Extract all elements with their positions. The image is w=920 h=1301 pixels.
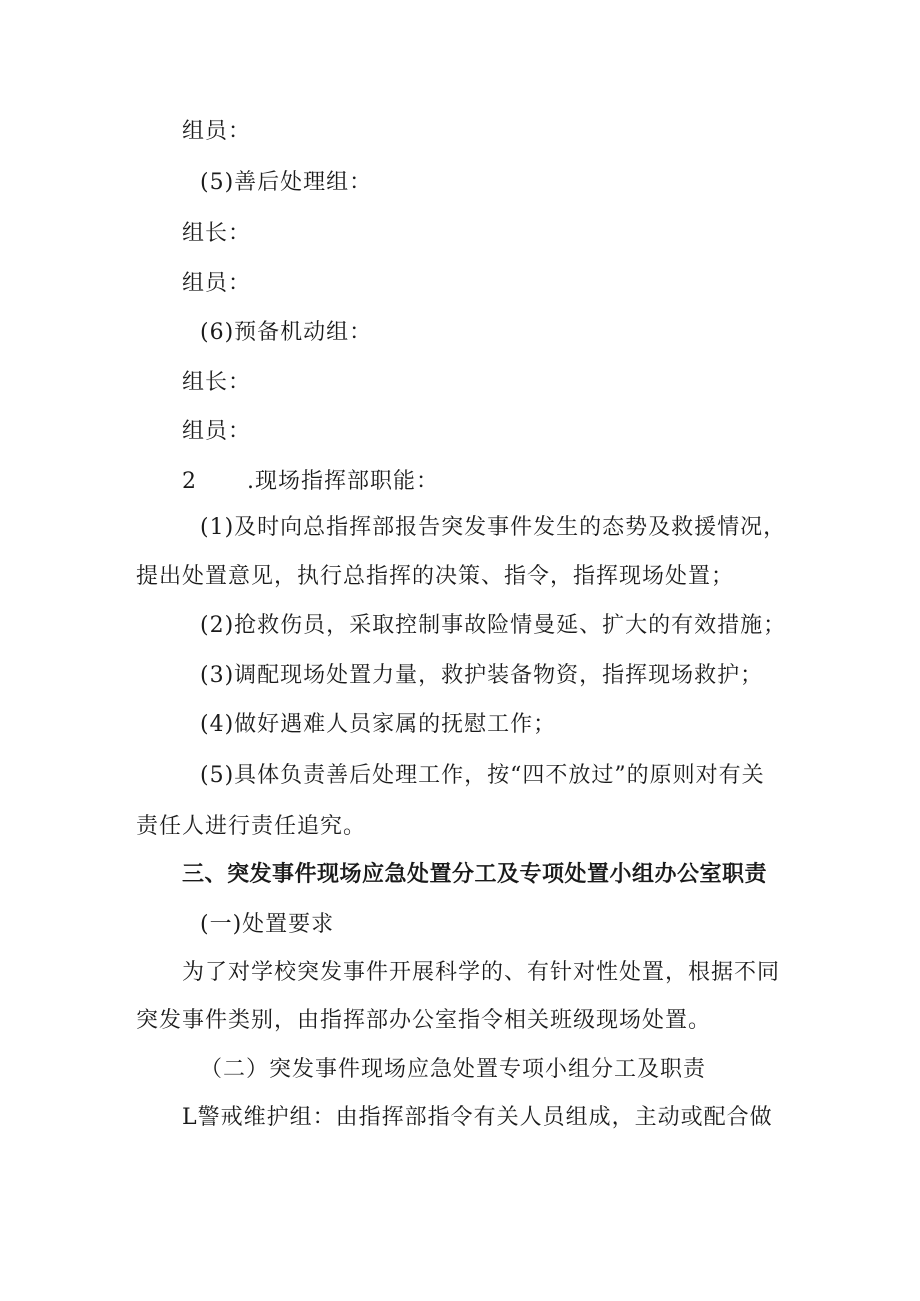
subsection-heading: （二）突发事件现场应急处置专项小组分工及职责	[200, 1057, 707, 1082]
text-line: (2)抢救伤员，采取控制事故险情曼延、扩大的有效措施；	[200, 613, 787, 638]
text-line: (5)具体负责善后处理工作，按“四不放过”的原则对有关	[200, 763, 765, 788]
text-line: L警戒维护组：由指挥部指令有关人员组成，主动或配合做	[182, 1105, 773, 1130]
text-line: (4)做好遇难人员家属的抚慰工作；	[200, 712, 557, 737]
text-line: (6)预备机动组：	[200, 320, 373, 345]
text-line: 组长：	[182, 370, 252, 395]
text-line: 组员：	[182, 271, 252, 296]
text-line: 组员：	[182, 419, 252, 444]
text-line: (5)善后处理组：	[200, 170, 373, 195]
text-line	[182, 467, 439, 497]
text-line: 为了对学校突发事件开展科学的、有针对性处置，根据不同	[182, 960, 781, 985]
text-line: (3)调配现场处置力量，救护装备物资，指挥现场救护；	[200, 663, 764, 688]
section-number: 2	[182, 469, 197, 494]
section-title: .现场指挥部职能：	[247, 469, 439, 494]
text-line: 突发事件类别，由指挥部办公室指令相关班级现场处置。	[136, 1008, 712, 1033]
subsection-heading: (一)处置要求	[200, 912, 335, 937]
text-line: (1)及时向总指挥部报告突发事件发生的态势及救援情况，	[200, 515, 787, 540]
section-heading: 三、突发事件现场应急处置分工及专项处置小组办公室职责	[182, 862, 768, 887]
text-line: 组长：	[182, 221, 252, 246]
text-line: 提出处置意见，执行总指挥的决策、指令，指挥现场处置；	[136, 564, 735, 589]
text-line: 组员：	[182, 119, 252, 144]
text-line: 责任人进行责任追究。	[136, 814, 367, 839]
